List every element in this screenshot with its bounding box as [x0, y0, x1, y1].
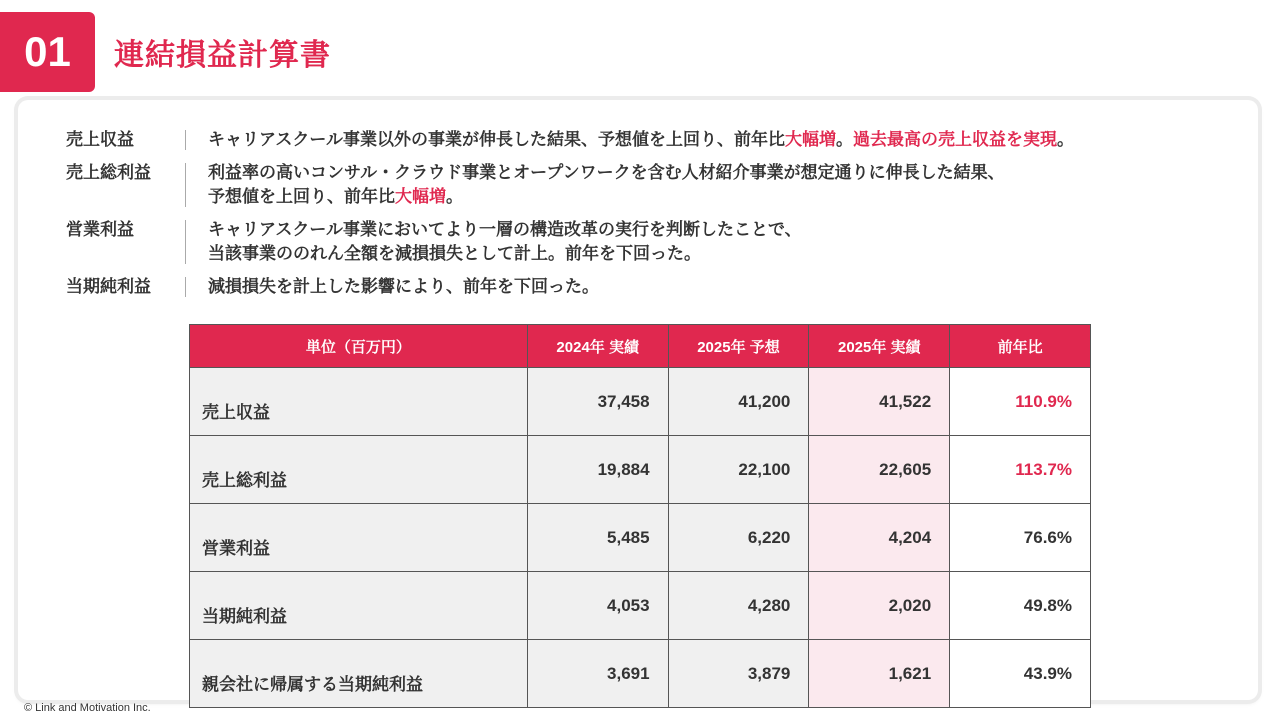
- results-table: [189, 324, 1091, 708]
- summary-text-line: [208, 275, 599, 299]
- row-label-cell: 営業利益: [190, 504, 528, 572]
- summary-text-line: [208, 242, 802, 266]
- summary-row: [66, 218, 1246, 266]
- summary-text-line: [208, 185, 1005, 209]
- cell-2024-actual: 3,691: [527, 640, 668, 708]
- summary-text: [208, 218, 802, 266]
- cell-yoy: 43.9%: [950, 640, 1091, 708]
- table-header-row: [190, 325, 1091, 368]
- summary-divider: [185, 130, 186, 150]
- summary-text-line: [208, 218, 802, 242]
- header-yoy: 前年比: [950, 325, 1091, 368]
- cell-yoy: 113.7%: [950, 436, 1091, 504]
- table-row: [190, 436, 1091, 504]
- body-text: 。: [1056, 130, 1074, 150]
- header-2025-forecast: 2025年 予想: [668, 325, 809, 368]
- summary-text: [208, 161, 1005, 209]
- summary-row: [66, 275, 1246, 299]
- table-row: [190, 368, 1091, 436]
- table-row: [190, 640, 1091, 708]
- cell-2024-actual: 5,485: [527, 504, 668, 572]
- row-label-cell: 親会社に帰属する当期純利益: [190, 640, 528, 708]
- highlight-text: 過去最高の売上収益を実現: [852, 130, 1057, 150]
- row-label-cell: 売上総利益: [190, 436, 528, 504]
- cell-2025-actual: 2,020: [809, 572, 950, 640]
- summary-label: 当期純利益: [66, 277, 151, 297]
- row-label-cell: 当期純利益: [190, 572, 528, 640]
- copyright: © Link and Motivation Inc.: [24, 702, 151, 714]
- table-row: [190, 504, 1091, 572]
- section-number-badge: 01: [0, 12, 95, 92]
- body-text: 。: [835, 130, 853, 150]
- summary-label: 売上総利益: [66, 163, 151, 183]
- cell-2024-actual: 19,884: [527, 436, 668, 504]
- cell-yoy: 110.9%: [950, 368, 1091, 436]
- body-text: キャリアスクール事業においてより一層の構造改革の実行を判断したことで、: [208, 220, 802, 240]
- cell-yoy: 49.8%: [950, 572, 1091, 640]
- cell-yoy: 76.6%: [950, 504, 1091, 572]
- cell-2025-forecast: 22,100: [668, 436, 809, 504]
- cell-2025-forecast: 6,220: [668, 504, 809, 572]
- body-text: 。: [446, 187, 463, 207]
- cell-2025-forecast: 41,200: [668, 368, 809, 436]
- cell-2025-forecast: 3,879: [668, 640, 809, 708]
- header-2025-actual: 2025年 実績: [809, 325, 950, 368]
- summary-divider: [185, 220, 186, 264]
- header-unit: 単位（百万円）: [190, 325, 528, 368]
- cell-2025-actual: 41,522: [809, 368, 950, 436]
- header-2024-actual: 2024年 実績: [527, 325, 668, 368]
- body-text: 予想値を上回り、前年比: [208, 187, 395, 207]
- summary-text-line: [208, 161, 1005, 185]
- table-row: [190, 572, 1091, 640]
- summary-text: [208, 275, 599, 299]
- body-text: 減損損失を計上した影響により、前年を下回った。: [208, 277, 599, 297]
- cell-2025-actual: 4,204: [809, 504, 950, 572]
- cell-2025-actual: 22,605: [809, 436, 950, 504]
- summary-list: [66, 128, 1246, 308]
- body-text: キャリアスクール事業以外の事業が伸長した結果、予想値を上回り、前年比: [208, 130, 785, 150]
- cell-2024-actual: 4,053: [527, 572, 668, 640]
- summary-text: [208, 128, 1074, 152]
- summary-divider: [185, 163, 186, 207]
- summary-text-line: [208, 128, 1074, 152]
- highlight-text: 大幅増: [784, 130, 836, 150]
- summary-row: [66, 161, 1246, 209]
- summary-label: 営業利益: [66, 220, 134, 240]
- row-label-cell: 売上収益: [190, 368, 528, 436]
- page-title: 連結損益計算書: [114, 38, 331, 73]
- summary-row: [66, 128, 1246, 152]
- content-card: [18, 100, 1258, 700]
- cell-2025-forecast: 4,280: [668, 572, 809, 640]
- cell-2024-actual: 37,458: [527, 368, 668, 436]
- highlight-text: 大幅増: [395, 187, 446, 207]
- cell-2025-actual: 1,621: [809, 640, 950, 708]
- summary-divider: [185, 277, 186, 297]
- summary-label: 売上収益: [66, 130, 134, 150]
- body-text: 当該事業ののれん全額を減損損失として計上。前年を下回った。: [208, 244, 701, 264]
- body-text: 利益率の高いコンサル・クラウド事業とオープンワークを含む人材紹介事業が想定通りに伸長した結果、: [208, 163, 1005, 183]
